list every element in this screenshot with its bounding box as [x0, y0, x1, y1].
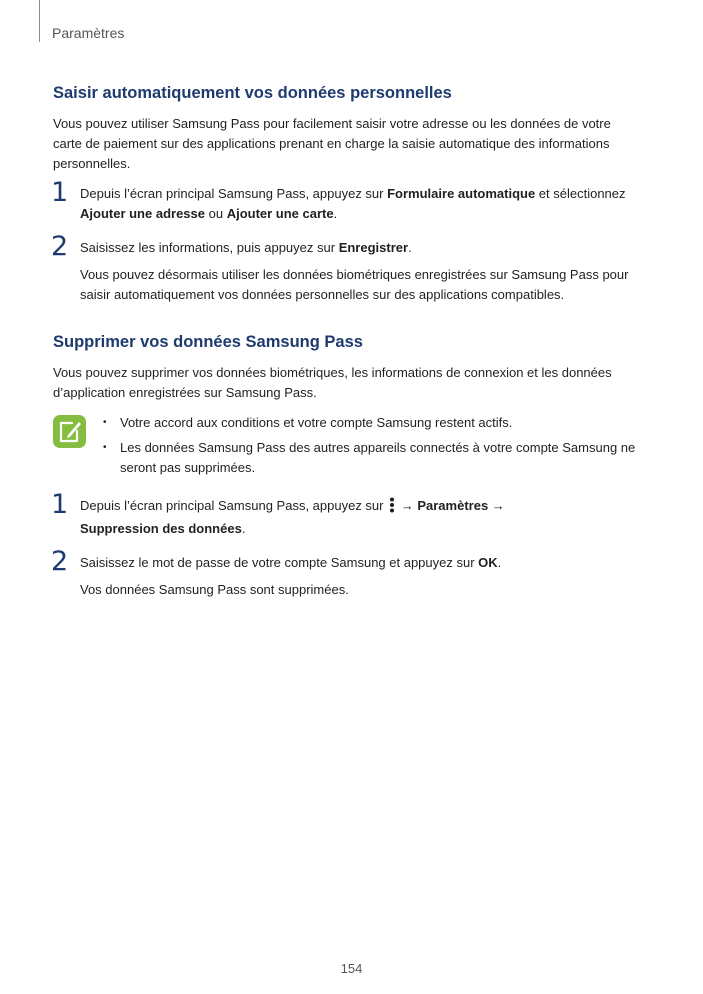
step-number: 2: [51, 546, 69, 577]
section-autofill-intro: Vous pouvez utiliser Samsung Pass pour facilement saisir votre adresse ou les données de votre carte de paiement sur des applications prenant en charge la saisie automatique des informations personnelles.: [53, 116, 611, 171]
arrow-separator: →: [397, 498, 418, 513]
note-list: [101, 413, 643, 478]
autofill-step-1: [51, 177, 643, 224]
step-text: [80, 238, 643, 258]
step-subtext: Vous pouvez désormais utiliser les données biométriques enregistrées sur Samsung Pass pour saisir automatiquement vos données personnelles sur des applications compatibles.: [80, 267, 629, 302]
step-text-part: Saisissez les informations, puis appuyez sur: [80, 240, 339, 255]
step-text-part: .: [333, 206, 338, 221]
step-number: 1: [51, 177, 69, 208]
note-pencil-icon: [53, 415, 86, 448]
menu-formulaire-automatique: Formulaire automatique: [387, 186, 536, 201]
section-delete-intro: Vous pouvez supprimer vos données biométriques, les informations de connexion et les données d’application enregistrées sur Samsung Pass.: [53, 365, 612, 400]
step-text: [80, 184, 643, 224]
menu-suppression-donnees: Suppression des données: [80, 521, 242, 536]
header-divider: [39, 0, 40, 42]
header-title: Paramètres: [52, 25, 125, 41]
step-text: [80, 553, 643, 573]
section-delete-heading: Supprimer vos données Samsung Pass: [53, 333, 363, 351]
step-text-part: .: [497, 555, 502, 570]
step-text-part: Depuis l’écran principal Samsung Pass, appuyez sur: [80, 186, 388, 201]
step-text-part: Depuis l’écran principal Samsung Pass, appuyez sur: [80, 498, 388, 513]
menu-parametres: Paramètres: [417, 498, 489, 513]
autofill-step-2: [51, 231, 643, 305]
page-content: [53, 80, 643, 614]
more-options-icon: [389, 497, 395, 519]
menu-ok: OK: [478, 555, 498, 570]
note-bullet: • Les données Samsung Pass des autres appareils connectés à votre compte Samsung ne seront pas supprimées.: [101, 438, 643, 478]
arrow-separator: →: [488, 498, 505, 513]
step-subtext: Vos données Samsung Pass sont supprimées.: [80, 582, 349, 597]
step-text-part: Saisissez le mot de passe de votre compte Samsung et appuyez sur: [80, 555, 479, 570]
delete-step-2: [51, 546, 643, 600]
page-number: 154: [340, 961, 363, 976]
menu-ajouter-carte: Ajouter une carte: [226, 206, 334, 221]
note-bullet: • Votre accord aux conditions et votre compte Samsung restent actifs.: [101, 413, 643, 433]
section-autofill-heading: Saisir automatiquement vos données personnelles: [53, 84, 452, 102]
menu-ajouter-adresse: Ajouter une adresse: [80, 206, 205, 221]
section-delete: [53, 329, 643, 600]
note-block: [53, 413, 643, 478]
section-autofill: [53, 80, 643, 305]
step-text-part: .: [241, 521, 246, 536]
step-text-part: ou: [205, 206, 227, 221]
step-text-part: .: [408, 240, 412, 255]
step-number: 1: [51, 489, 69, 520]
step-number: 2: [51, 231, 69, 262]
step-text: [80, 496, 643, 539]
menu-enregistrer: Enregistrer: [338, 240, 409, 255]
step-text-part: et sélectionnez: [535, 186, 626, 201]
delete-step-1: [51, 489, 643, 539]
